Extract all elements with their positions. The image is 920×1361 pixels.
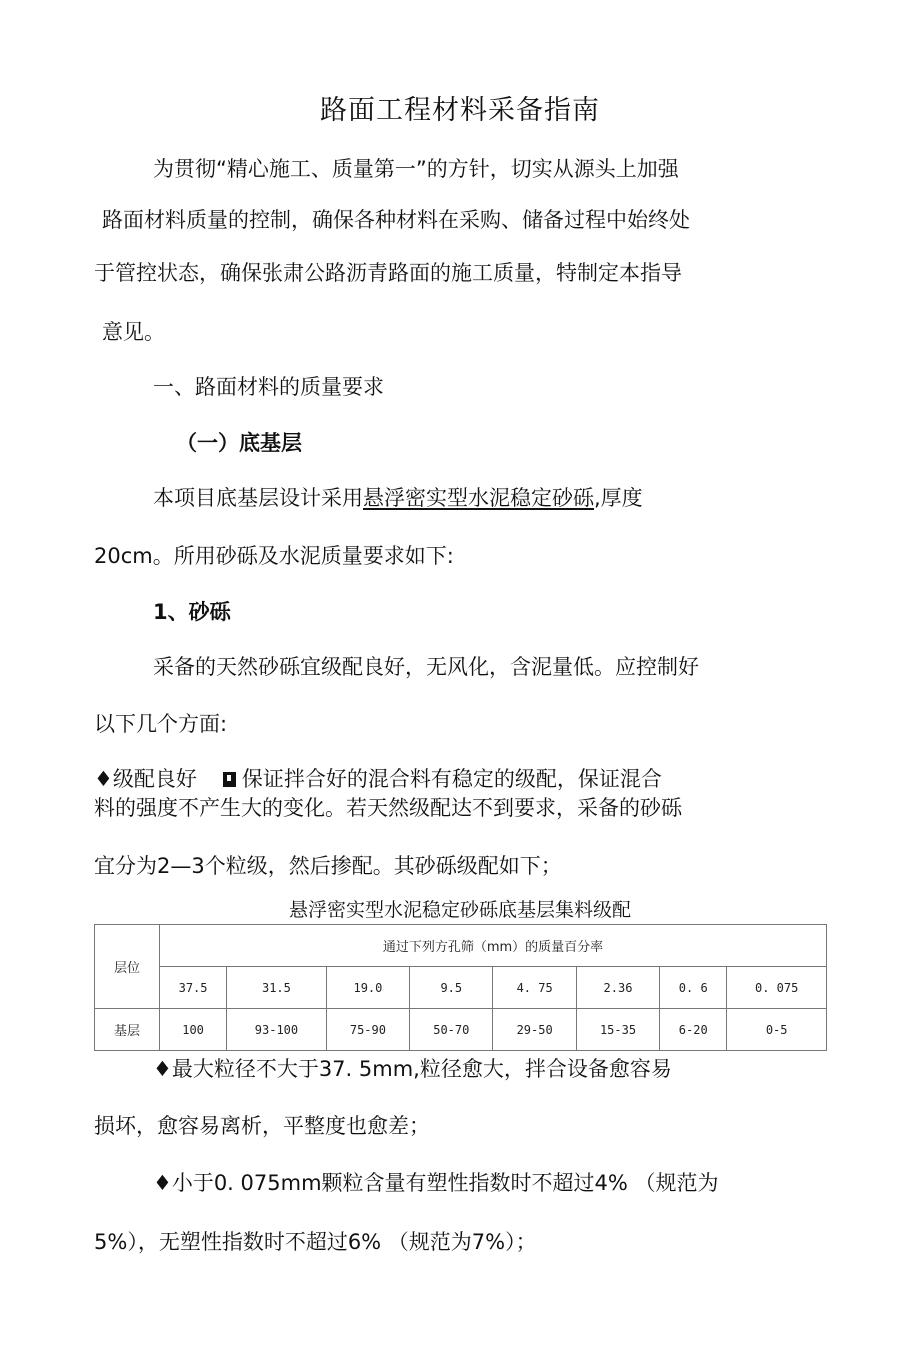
bullet-grading-line-2: 料的强度不产生大的变化。若天然级配达不到要求，采备的砂砾 <box>94 796 682 820</box>
value-cell: 6-20 <box>660 1009 727 1051</box>
table-caption: 悬浮密实型水泥稳定砂砾底基层集料级配 <box>288 899 631 921</box>
section-heading: 一、路面材料的质量要求 <box>153 375 384 399</box>
value-cell: 50-70 <box>410 1009 493 1051</box>
gravel-paragraph-line-1: 采备的天然砂砾宜级配良好，无风化，含泥量低。应控制好 <box>153 655 699 679</box>
row-header-cell: 层位 <box>95 925 160 1009</box>
sieve-cell: 19.0 <box>326 967 409 1009</box>
value-cell: 93-100 <box>227 1009 327 1051</box>
subbase-paragraph-line-1 <box>153 485 643 511</box>
sieve-cell: 9.5 <box>410 967 493 1009</box>
gravel-paragraph-line-2: 以下几个方面: <box>94 712 228 736</box>
subbase-type-underlined: 悬浮密实型水泥稳定砂砾 <box>363 486 594 510</box>
layer-label-cell: 基层 <box>95 1009 160 1051</box>
document-title: 路面工程材料采备指南 <box>320 95 600 126</box>
sieve-cell: 0. 075 <box>727 967 827 1009</box>
intro-line-4: 意见。 <box>102 320 165 344</box>
bullet-grading-line-1 <box>94 766 662 792</box>
sieve-cell: 37.5 <box>160 967 227 1009</box>
subbase-paragraph-line-2: 20cm。所用砂砾及水泥质量要求如下: <box>94 544 454 568</box>
sieve-cell: 2.36 <box>576 967 659 1009</box>
subsection-heading: （一）底基层 <box>176 431 302 455</box>
sieve-cell: 4. 75 <box>493 967 576 1009</box>
gravel-heading: 1、砂砾 <box>153 600 231 624</box>
value-cell: 100 <box>160 1009 227 1051</box>
value-cell: 75-90 <box>326 1009 409 1051</box>
sieve-cell: 0. 6 <box>660 967 727 1009</box>
bullet-max-size-line-2: 损坏，愈容易离析，平整度也愈差； <box>94 1114 430 1138</box>
intro-line-3: 于管控状态，确保张肃公路沥青路面的施工质量，特制定本指导 <box>94 261 682 285</box>
table-header-row <box>95 925 827 967</box>
intro-line-1: 为贯彻“精心施工、质量第一”的方针，切实从源头上加强 <box>153 157 679 181</box>
subbase-text-suffix: ,厚度 <box>594 486 643 510</box>
intro-line-2: 路面材料质量的控制，确保各种材料在采购、储备过程中始终处 <box>102 208 690 232</box>
bullet-grading-label: ♦级配良好 <box>94 767 197 791</box>
group-header-cell: 通过下列方孔筛（mm）的质量百分率 <box>160 925 827 967</box>
value-cell: 15-35 <box>576 1009 659 1051</box>
bullet-grading-text: 保证拌合好的混合料有稳定的级配，保证混合 <box>241 767 662 791</box>
table-row <box>95 1009 827 1051</box>
bullet-fines-line-2: 5%），无塑性指数时不超过6% （规范为7%）； <box>94 1230 537 1254</box>
value-cell: 0-5 <box>727 1009 827 1051</box>
sieve-cell: 31.5 <box>227 967 327 1009</box>
bullet-fines-line-1: ♦小于0. 075mm颗粒含量有塑性指数时不超过4% （规范为 <box>153 1171 719 1195</box>
sieve-size-row <box>95 967 827 1009</box>
square-marker-icon <box>223 772 236 787</box>
subbase-text-prefix: 本项目底基层设计采用 <box>153 486 363 510</box>
gradation-table <box>94 924 827 1051</box>
bullet-max-size-line-1: ♦最大粒径不大于37. 5mm,粒径愈大，拌合设备愈容易 <box>153 1057 672 1081</box>
value-cell: 29-50 <box>493 1009 576 1051</box>
bullet-grading-line-3: 宜分为2—3个粒级，然后掺配。其砂砾级配如下； <box>94 854 562 878</box>
